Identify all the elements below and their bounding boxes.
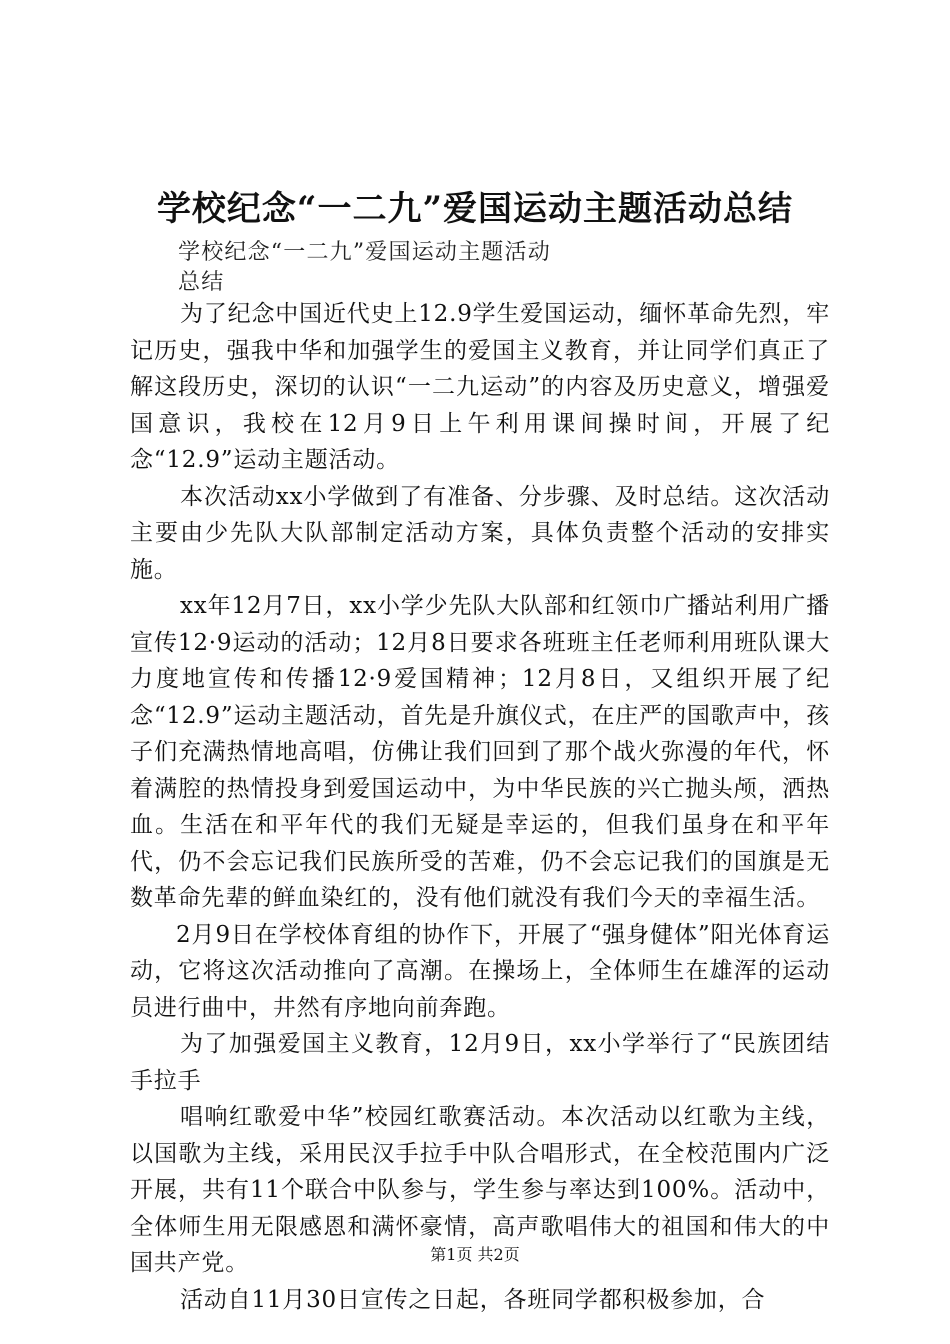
page-footer: 第1页 共2页 — [430, 1245, 520, 1264]
paragraph-1: 为了纪念中国近代史上12.9学生爱国运动，缅怀革命先烈，牢记历史，强我中华和加强学生的爱国主义教育，并让同学们真正了解这段历史，深切的认识“一二九运动”的内容及历史意义，增强爱国意识，我校在12月9日上午利用课间操时间，开展了纪念“12.9”运动主题活动。 — [130, 301, 830, 473]
paragraph-5: 为了加强爱国主义教育，12月9日，xx小学举行了“民族团结手拉手 — [130, 1031, 830, 1094]
document-body — [130, 296, 830, 1318]
paragraph-7: 活动自11月30日宣传之日起，各班同学都积极参加，合 — [180, 1286, 766, 1313]
paragraph-2: 本次活动xx小学做到了有准备、分步骤、及时总结。这次活动主要由少先队大队部制定活动方案，具体负责整个活动的安排实施。 — [130, 483, 830, 583]
paragraph-4: 2月9日在学校体育组的协作下，开展了“强身健体”阳光体育运动，它将这次活动推向了高潮。在操场上，全体师生在雄浑的运动员进行曲中，井然有序地向前奔跑。 — [130, 921, 830, 1021]
paragraph-6: 唱响红歌爱中华”校园红歌赛活动。本次活动以红歌为主线，以国歌为主线，采用民汉手拉手中队合唱形式，在全校范围内广泛开展，共有11个联合中队参与，学生参与率达到100%。活动中，全体师生用无限感恩和满怀豪情，高声歌唱伟大的祖国和伟大的中国共产党。 — [130, 1104, 830, 1276]
subtitle-line-2: 总结 — [178, 270, 225, 295]
document-subtitle — [178, 238, 551, 298]
paragraph-3: xx年12月7日，xx小学少先队大队部和红领巾广播站利用广播宣传12·9运动的活动；12月8日要求各班班主任老师利用班队课大力度地宣传和传播12·9爱国精神；12月8日，又组织开展了纪念“12.9”运动主题活动，首先是升旗仪式，在庄严的国歌声中，孩子们充满热情地高唱，仿佛让我们回到了那个战火弥漫的年代，怀着满腔的热情投身到爱国运动中，为中华民族的兴亡抛头颅，洒热血。生活在和平年代的我们无疑是幸运的，但我们虽身在和平年代，仍不会忘记我们民族所受的苦难，仍不会忘记我们的国旗是无数革命先辈的鲜血染红的，没有他们就没有我们今天的幸福生活。 — [130, 593, 830, 911]
document-title: 学校纪念“一二九”爱国运动主题活动总结 — [156, 189, 794, 229]
subtitle-line-1: 学校纪念“一二九”爱国运动主题活动 — [178, 240, 551, 265]
